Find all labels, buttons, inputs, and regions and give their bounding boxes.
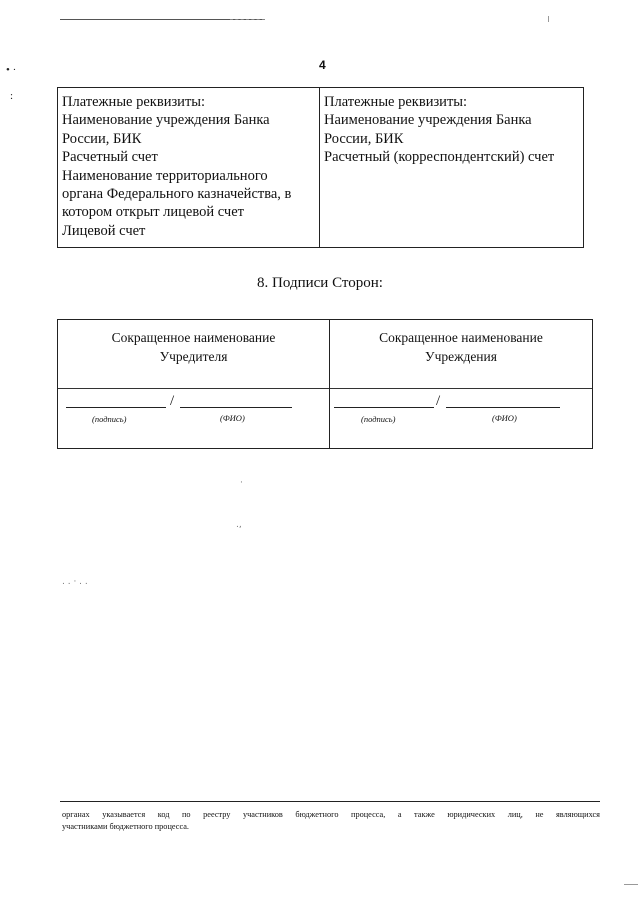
heading-line: Сокращенное наименование [379, 330, 543, 345]
requisite-line: Наименование учреждения Банка [324, 112, 532, 129]
slash-separator: / [170, 393, 175, 409]
requisite-line: Платежные реквизиты: [62, 94, 206, 110]
requisite-line: Расчетный (корреспондентский) счет [324, 149, 555, 166]
footnote-line: участниками бюджетного процесса. [62, 822, 189, 831]
name-line [180, 407, 292, 408]
name-line [446, 407, 560, 408]
requisite-line: котором открыт лицевой счет [62, 204, 244, 221]
scan-mark [548, 16, 549, 22]
institution-heading [330, 328, 592, 366]
requisite-line: России, БИК [62, 130, 142, 147]
footnote [62, 809, 600, 833]
institution-signature-cell [330, 320, 592, 448]
name-caption: (ФИО) [220, 413, 245, 423]
scan-speck: · [240, 478, 243, 488]
founder-heading [58, 328, 329, 366]
requisite-line: органа Федерального казначейства, в [62, 186, 292, 203]
cell-divider [58, 388, 329, 389]
signature-caption: (подпись) [361, 414, 396, 424]
founder-requisites [58, 88, 320, 247]
page-number: 4 [319, 58, 326, 72]
payment-requisites-table [57, 87, 584, 248]
requisite-line: Платежные реквизиты: [324, 94, 468, 110]
cell-divider [330, 388, 592, 389]
name-caption: (ФИО) [492, 413, 517, 423]
scan-speck: ., [236, 520, 242, 530]
signatures-table [57, 319, 593, 449]
signature-line [66, 407, 166, 408]
institution-requisites [320, 88, 583, 247]
scan-mark [624, 884, 638, 885]
section-title: 8. Подписи Сторон: [257, 275, 383, 291]
footnote-rule [60, 801, 600, 802]
slash-separator: / [436, 393, 441, 409]
margin-mark: • · [6, 64, 17, 76]
requisite-line: Лицевой счет [62, 222, 146, 239]
signature-line [334, 407, 434, 408]
requisite-line: Наименование территориального [62, 167, 268, 184]
requisite-line: Наименование учреждения Банка [62, 112, 270, 129]
scan-speck: . . · . . [62, 577, 88, 587]
founder-signature-cell [58, 320, 330, 448]
heading-line: Сокращенное наименование [111, 330, 276, 345]
requisite-line: России, БИК [324, 130, 404, 147]
footnote-line: органах указывается код по реестру участников бюджетного процесса, а также юридических лиц, не являющихся [62, 810, 600, 819]
requisite-line: Расчетный счет [62, 149, 158, 166]
top-rule-dashed [230, 19, 265, 20]
heading-line: Учредителя [159, 349, 228, 364]
heading-line: Учреждения [425, 349, 497, 364]
margin-mark: : [10, 90, 14, 102]
signature-caption: (подпись) [92, 414, 127, 424]
